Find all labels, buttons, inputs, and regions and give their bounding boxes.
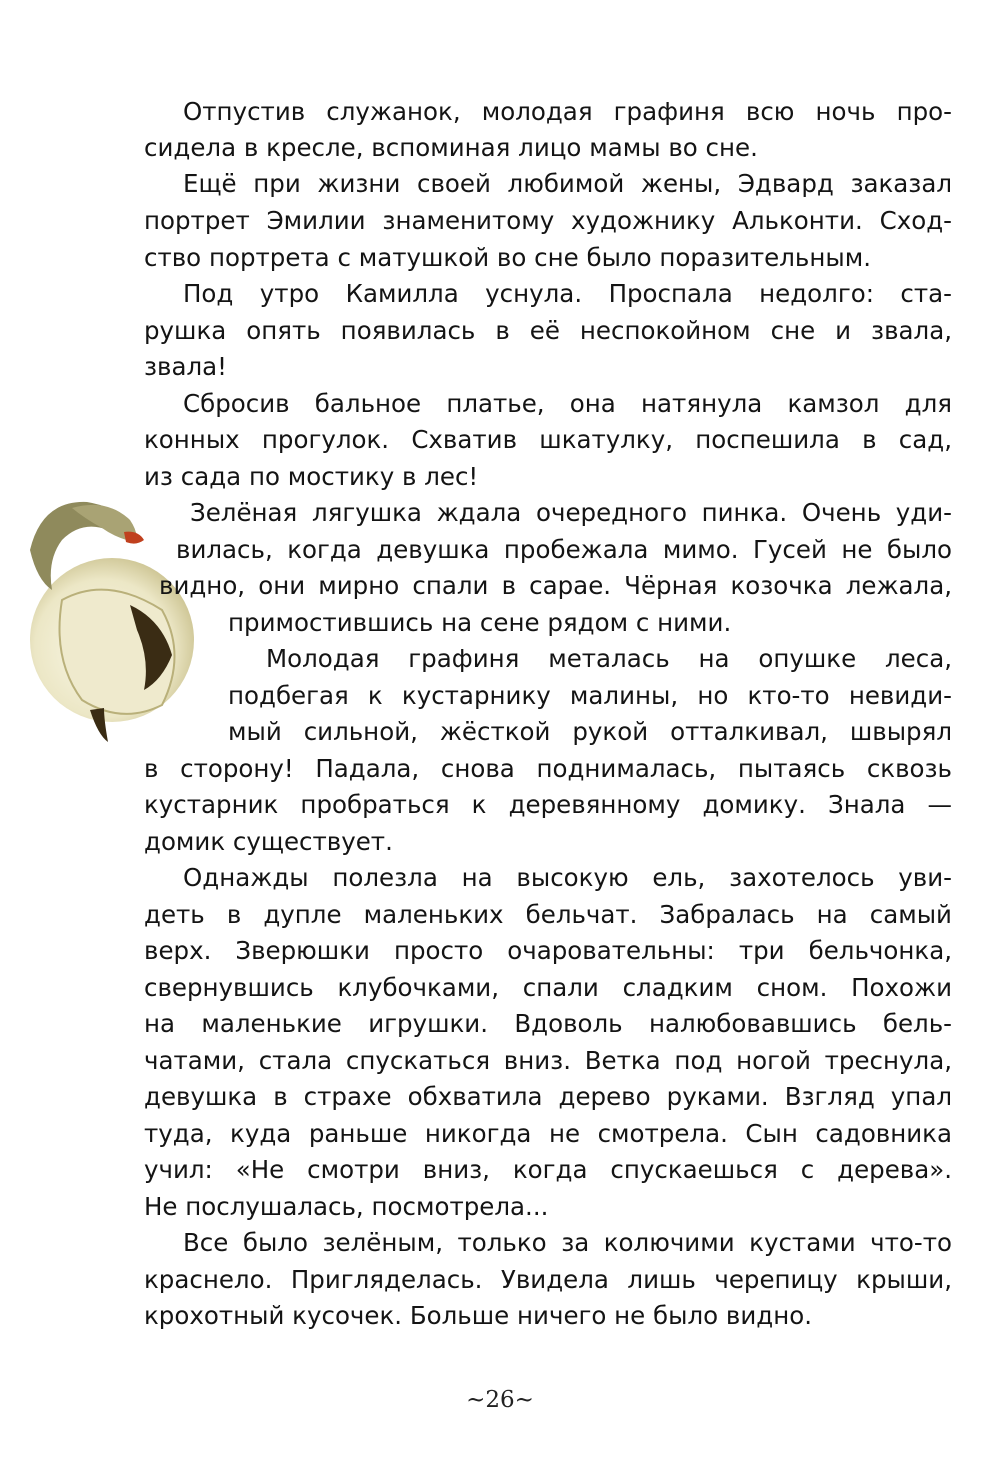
text-line: деть в дупле маленьких бельчат. Забралась на самый [144, 900, 952, 929]
text-line: мый сильной, жёсткой рукой отталкивал, швырял [228, 717, 952, 746]
text-line: портрет Эмилии знаменитому художнику Альконти. Сход- [144, 206, 952, 235]
text-line: примостившись на сене рядом с ними. [228, 608, 732, 637]
text-line: конных прогулок. Схватив шкатулку, поспешила в сад, [144, 425, 952, 454]
text-line: Отпустив служанок, молодая графиня всю ночь про- [183, 97, 952, 126]
text-line: сидела в кресле, вспоминая лицо мамы во сне. [144, 133, 758, 162]
text-line: домик существует. [144, 827, 393, 856]
text-line: Зелёная лягушка ждала очередного пинка. Очень уди- [190, 498, 952, 527]
text-line: Ещё при жизни своей любимой жены, Эдвард заказал [183, 169, 952, 198]
text-line: из сада по мостику в лес! [144, 462, 479, 491]
text-line: подбегая к кустарнику малины, но кто-то невиди- [228, 681, 952, 710]
text-line: Не послушалась, посмотрела... [144, 1192, 549, 1221]
text-line: Однажды полезла на высокую ель, захотелось уви- [183, 863, 952, 892]
text-line: Сбросив бальное платье, она натянула камзол для [183, 389, 952, 418]
text-line: крохотный кусочек. Больше ничего не было видно. [144, 1301, 813, 1330]
text-line: в сторону! Падала, снова поднималась, пытаясь сквозь [144, 754, 952, 783]
text-line: видно, они мирно спали в сарае. Чёрная козочка лежала, [159, 571, 952, 600]
text-line: звала! [144, 352, 227, 381]
text-line: чатами, стала спускаться вниз. Ветка под ногой треснула, [144, 1046, 952, 1075]
text-line: ство портрета с матушкой во сне было поразительным. [144, 243, 871, 272]
text-line: краснело. Пригляделась. Увидела лишь черепицу крыши, [144, 1265, 952, 1294]
text-line: Все было зелёным, только за колючими кустами что-то [183, 1228, 952, 1257]
page-number: ~26~ [466, 1387, 534, 1413]
text-line: свернувшись клубочками, спали сладким сном. Похожи [144, 973, 952, 1002]
text-line: верх. Зверюшки просто очаровательны: три бельчонка, [144, 936, 952, 965]
text-line: туда, куда раньше никогда не смотрела. Сын садовника [144, 1119, 952, 1148]
text-line: Молодая графиня металась на опушке леса, [266, 644, 952, 673]
text-line: кустарник пробраться к деревянному домику. Знала — [144, 790, 952, 819]
goose-beak [124, 532, 144, 544]
text-line: Под утро Камилла уснула. Проспала недолго: ста- [183, 279, 952, 308]
text-line: на маленькие игрушки. Вдоволь налюбовавшись бель- [144, 1009, 952, 1038]
text-line: вилась, когда девушка пробежала мимо. Гусей не было [176, 535, 952, 564]
text-line: рушка опять появилась в её неспокойном сне и звала, [144, 316, 952, 345]
text-line: девушка в страхе обхватила дерево руками. Взгляд упал [144, 1082, 952, 1111]
text-line: учил: «Не смотри вниз, когда спускаешься с дерева». [144, 1155, 952, 1184]
